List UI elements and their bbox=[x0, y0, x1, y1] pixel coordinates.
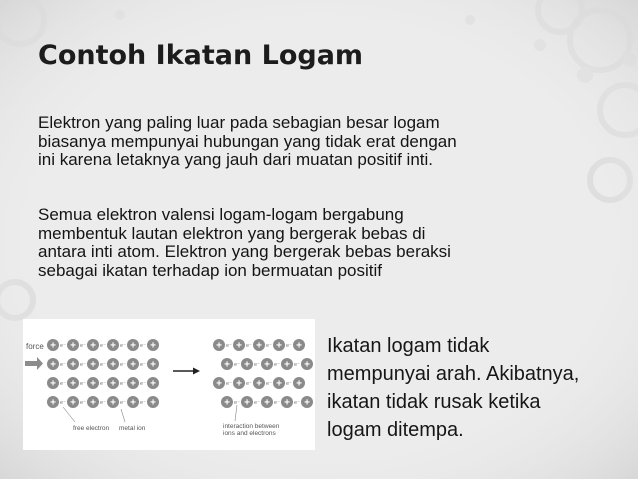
free-electron: e⁻ bbox=[140, 343, 146, 349]
free-electron: e⁻ bbox=[120, 381, 126, 387]
free-electron: e⁻ bbox=[120, 362, 126, 368]
paragraph-outer-electrons bbox=[38, 114, 457, 170]
ion-charge: + bbox=[70, 397, 76, 409]
free-electron: e⁻ bbox=[80, 381, 86, 387]
svg-text:interaction between: interaction between bbox=[223, 423, 280, 430]
free-electron: e⁻ bbox=[100, 343, 106, 349]
label-metal-ion bbox=[119, 409, 146, 432]
ion-charge: + bbox=[50, 378, 56, 390]
free-electron: e⁻ bbox=[140, 400, 146, 406]
free-electron: e⁻ bbox=[60, 400, 66, 406]
metallic-bond-diagram bbox=[23, 319, 315, 450]
paragraph-line: Elektron yang paling luar pada sebagian besar logam bbox=[38, 113, 440, 132]
svg-text:free electron: free electron bbox=[73, 425, 110, 432]
ion-charge: + bbox=[224, 397, 230, 409]
ion-charge: + bbox=[90, 359, 96, 371]
ion-charge: + bbox=[244, 359, 250, 371]
lattice-after-force bbox=[213, 339, 313, 409]
diagram-canvas bbox=[23, 319, 315, 450]
note-line: ikatan tidak rusak ketika bbox=[327, 391, 541, 413]
free-electron: e⁻ bbox=[274, 400, 280, 406]
force-label: force bbox=[26, 342, 44, 351]
ion-charge: + bbox=[296, 378, 302, 390]
free-electron: e⁻ bbox=[140, 362, 146, 368]
ion-charge: + bbox=[70, 359, 76, 371]
paragraph-line: biasanya mempunyai hubungan yang tidak erat dengan bbox=[38, 131, 457, 151]
free-electron: e⁻ bbox=[286, 381, 292, 387]
ion-charge: + bbox=[110, 378, 116, 390]
free-electron: e⁻ bbox=[294, 400, 300, 406]
svg-text:ions and electrons: ions and electrons bbox=[223, 430, 276, 437]
ion-charge: + bbox=[216, 378, 222, 390]
free-electron: e⁻ bbox=[60, 343, 66, 349]
free-electron: e⁻ bbox=[140, 381, 146, 387]
ion-charge: + bbox=[130, 340, 136, 352]
free-electron: e⁻ bbox=[294, 362, 300, 368]
free-electron: e⁻ bbox=[246, 381, 252, 387]
ion-charge: + bbox=[264, 359, 270, 371]
ion-charge: + bbox=[130, 378, 136, 390]
paragraph-line: Semua elektron valensi logam-logam bergabung bbox=[38, 205, 404, 224]
ion-charge: + bbox=[130, 397, 136, 409]
ion-charge: + bbox=[304, 397, 310, 409]
free-electron: e⁻ bbox=[254, 400, 260, 406]
ion-charge: + bbox=[244, 397, 250, 409]
ion-charge: + bbox=[256, 378, 262, 390]
transition-arrow bbox=[173, 368, 200, 375]
ion-charge: + bbox=[236, 378, 242, 390]
note-non-directional-bond bbox=[327, 332, 579, 444]
note-line: logam ditempa. bbox=[327, 419, 464, 441]
paragraph-line: ini karena letaknya yang jauh dari muatan positif inti. bbox=[38, 150, 434, 169]
ion-charge: + bbox=[50, 359, 56, 371]
force-arrow bbox=[25, 342, 44, 370]
svg-text:metal ion: metal ion bbox=[119, 425, 146, 432]
free-electron: e⁻ bbox=[120, 343, 126, 349]
ion-charge: + bbox=[216, 340, 222, 352]
note-line: Ikatan logam tidak bbox=[327, 335, 490, 357]
ion-charge: + bbox=[284, 359, 290, 371]
free-electron: e⁻ bbox=[100, 362, 106, 368]
ion-charge: + bbox=[110, 340, 116, 352]
free-electron: e⁻ bbox=[226, 381, 232, 387]
ion-charge: + bbox=[150, 340, 156, 352]
free-electron: e⁻ bbox=[286, 343, 292, 349]
paragraph-electron-sea bbox=[38, 206, 451, 280]
free-electron: e⁻ bbox=[274, 362, 280, 368]
ion-charge: + bbox=[264, 397, 270, 409]
lattice-before-force bbox=[47, 339, 159, 409]
free-electron: e⁻ bbox=[226, 343, 232, 349]
ion-charge: + bbox=[256, 340, 262, 352]
free-electron: e⁻ bbox=[60, 381, 66, 387]
ion-charge: + bbox=[110, 359, 116, 371]
paragraph-line: membentuk lautan elektron yang bergerak bebas di bbox=[38, 223, 426, 243]
ion-charge: + bbox=[296, 340, 302, 352]
label-interaction bbox=[223, 405, 280, 437]
free-electron: e⁻ bbox=[100, 381, 106, 387]
free-electron: e⁻ bbox=[254, 362, 260, 368]
paragraph-line: sebagai ikatan terhadap ion bermuatan positif bbox=[38, 260, 383, 280]
ion-charge: + bbox=[90, 340, 96, 352]
ion-charge: + bbox=[110, 397, 116, 409]
free-electron: e⁻ bbox=[100, 400, 106, 406]
ion-charge: + bbox=[90, 378, 96, 390]
free-electron: e⁻ bbox=[266, 381, 272, 387]
ion-charge: + bbox=[50, 397, 56, 409]
ion-charge: + bbox=[150, 397, 156, 409]
free-electron: e⁻ bbox=[80, 343, 86, 349]
free-electron: e⁻ bbox=[60, 362, 66, 368]
ion-charge: + bbox=[276, 378, 282, 390]
label-free-electron bbox=[63, 407, 110, 432]
free-electron: e⁻ bbox=[234, 362, 240, 368]
ion-charge: + bbox=[224, 359, 230, 371]
ion-charge: + bbox=[90, 397, 96, 409]
free-electron: e⁻ bbox=[120, 400, 126, 406]
ion-charge: + bbox=[236, 340, 242, 352]
ion-charge: + bbox=[276, 340, 282, 352]
ion-charge: + bbox=[70, 378, 76, 390]
free-electron: e⁻ bbox=[234, 400, 240, 406]
free-electron: e⁻ bbox=[246, 343, 252, 349]
ion-charge: + bbox=[150, 378, 156, 390]
paragraph-line: antara inti atom. Elektron yang bergerak bebas beraksi bbox=[38, 242, 451, 261]
free-electron: e⁻ bbox=[80, 400, 86, 406]
ion-charge: + bbox=[150, 359, 156, 371]
ion-charge: + bbox=[284, 397, 290, 409]
ion-charge: + bbox=[130, 359, 136, 371]
free-electron: e⁻ bbox=[80, 362, 86, 368]
note-line: mempunyai arah. Akibatnya, bbox=[327, 363, 580, 385]
ion-charge: + bbox=[70, 340, 76, 352]
slide-title: Contoh Ikatan Logam bbox=[38, 40, 364, 71]
free-electron: e⁻ bbox=[266, 343, 272, 349]
ion-charge: + bbox=[50, 340, 56, 352]
ion-charge: + bbox=[304, 359, 310, 371]
